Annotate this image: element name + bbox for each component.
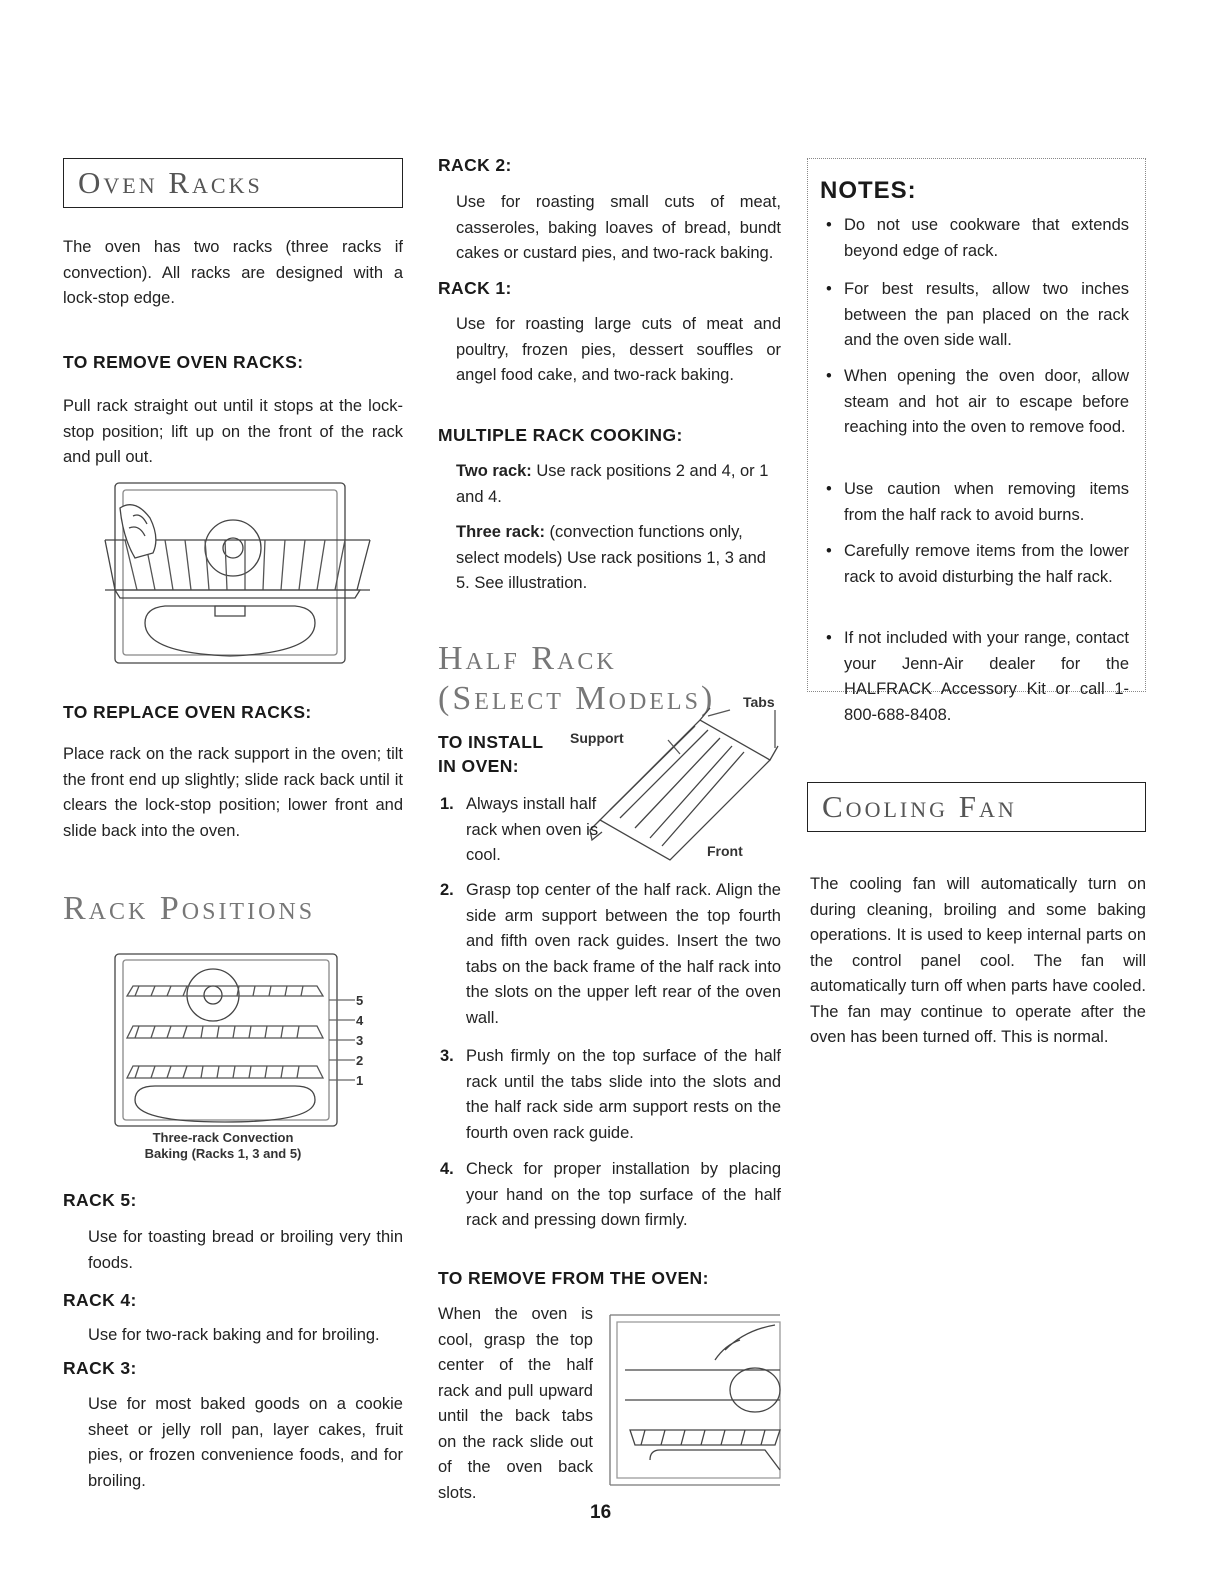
note-bullet-4: • — [826, 480, 832, 498]
step-2-number: 2. — [440, 881, 454, 899]
rack-number-1: 1 — [356, 1073, 364, 1088]
tabs-label: Tabs — [743, 694, 775, 710]
note-bullet-3: • — [826, 367, 832, 385]
rack-positions-illustration — [105, 950, 370, 1130]
two-rack-instructions: Use rack positions 2 and 4, or 1 and 4. — [456, 462, 769, 506]
step-4-number: 4. — [440, 1160, 454, 1178]
rack-number-2: 2 — [356, 1053, 364, 1068]
step-3-text: Push firmly on the top surface of the half rack until the tabs slide into the slots and the half rack side arm support rests on the fourth oven rack guide. — [466, 1047, 781, 1142]
rack5-text: Use for toasting bread or broiling very thin foods. — [88, 1228, 403, 1272]
step-4-text: Check for proper installation by placing your hand on the top surface of the half rack and pressing down firmly. — [466, 1160, 781, 1229]
step-1-text: Always install half rack when oven is cool. — [466, 795, 599, 864]
rack3-text: Use for most baked goods on a cookie sheet or jelly roll pan, layer cakes, fruit pies, or frozen convenience foods, and for broiling. — [88, 1395, 403, 1490]
note-item-2: For best results, allow two inches between the pan placed on the rack and the oven side wall. — [844, 280, 1129, 349]
three-rack-text — [456, 520, 781, 597]
rack-removal-illustration — [105, 478, 370, 668]
two-rack-text — [456, 459, 781, 510]
oven-racks-intro: The oven has two racks (three racks if convection). All racks are designed with a lock-stop edge. — [63, 238, 403, 307]
rack-diagram-caption-2: Baking (Racks 1, 3 and 5) — [144, 1146, 302, 1161]
rack2-heading: RACK 2: — [438, 155, 512, 175]
half-rack-illustration — [580, 690, 790, 865]
rack-diagram-caption-1: Three-rack Convection — [152, 1130, 294, 1145]
rack1-heading: RACK 1: — [438, 278, 512, 298]
notes-heading: NOTES: — [820, 177, 917, 204]
replace-racks-text: Place rack on the rack support in the oven; tilt the front end up slightly; slide rack back until it clears the lock-stop position; lower front and slide back into the oven. — [63, 745, 403, 840]
rack2-text: Use for roasting small cuts of meat, casseroles, baking loaves of bread, bundt cakes or custard pies, and two-rack baking. — [456, 193, 781, 262]
half-rack-removal-illustration — [605, 1310, 780, 1490]
note-bullet-6: • — [826, 629, 832, 647]
note-item-5: Carefully remove items from the lower rack to avoid disturbing the half rack. — [844, 542, 1129, 586]
two-rack-label: Two rack: — [456, 462, 532, 480]
remove-racks-heading: TO REMOVE OVEN RACKS: — [63, 352, 304, 372]
rack1-text: Use for roasting large cuts of meat and poultry, frozen pies, dessert souffles or angel food cake, and two-rack baking. — [456, 315, 781, 384]
step-2-text: Grasp top center of the half rack. Align the side arm support between the top fourth and fifth oven rack guides. Insert the two tabs on the back frame of the half rack into the slots on the upper left rear of the oven wall. — [466, 881, 781, 1027]
rack4-heading: RACK 4: — [63, 1290, 137, 1310]
front-label: Front — [707, 843, 743, 859]
remove-from-oven-text: When the oven is cool, grasp the top center of the half rack and pull upward until the back tabs on the rack slide out of the oven back slots. — [438, 1305, 593, 1502]
rack-number-3: 3 — [356, 1033, 364, 1048]
note-bullet-1: • — [826, 216, 832, 234]
cooling-fan-heading: Cooling Fan — [807, 782, 1146, 832]
rack-positions-heading: Rack Positions — [63, 890, 316, 927]
replace-racks-heading: TO REPLACE OVEN RACKS: — [63, 702, 312, 722]
page-number: 16 — [590, 1502, 612, 1523]
remove-racks-text: Pull rack straight out until it stops at the lock-stop position; lift up on the front of the rack and pull out. — [63, 397, 403, 466]
half-rack-heading: Half Rack — [438, 640, 617, 677]
step-1-number: 1. — [440, 795, 454, 813]
three-rack-instructions: (convection functions only, select models) Use rack positions 1, 3 and 5. See illustration. — [456, 523, 766, 592]
half-rack-subtitle: (Select Models) — [438, 680, 716, 717]
note-item-6: If not included with your range, contact your Jenn-Air dealer for the HALFRACK Accessory Kit or call 1-800-688-8408. — [844, 629, 1129, 724]
note-bullet-2: • — [826, 280, 832, 298]
multiple-rack-heading: MULTIPLE RACK COOKING: — [438, 425, 683, 445]
rack3-heading: RACK 3: — [63, 1358, 137, 1378]
oven-racks-heading: Oven Racks — [63, 158, 403, 208]
remove-from-oven-heading: TO REMOVE FROM THE OVEN: — [438, 1268, 709, 1288]
support-label: Support — [570, 730, 624, 746]
note-item-4: Use caution when removing items from the half rack to avoid burns. — [844, 480, 1129, 524]
notes-box — [807, 158, 1146, 724]
cooling-fan-text: The cooling fan will automatically turn on during cleaning, broiling and some baking operations. It is used to keep internal parts on the control panel cool. The fan will automatically turn off when parts have cooled. The fan may continue to operate after the oven has been turned off. This is normal. — [810, 875, 1146, 1046]
rack5-heading: RACK 5: — [63, 1190, 137, 1210]
install-heading-line2: IN OVEN: — [438, 756, 519, 776]
note-bullet-5: • — [826, 542, 832, 560]
rack-number-5: 5 — [356, 993, 364, 1008]
rack4-text: Use for two-rack baking and for broiling. — [88, 1326, 380, 1344]
note-item-1: Do not use cookware that extends beyond edge of rack. — [844, 216, 1129, 260]
three-rack-label: Three rack: — [456, 523, 545, 541]
rack-number-4: 4 — [356, 1013, 364, 1028]
install-heading-line1: TO INSTALL — [438, 732, 544, 752]
step-3-number: 3. — [440, 1047, 454, 1065]
note-item-3: When opening the oven door, allow steam and hot air to escape before reaching into the oven to remove food. — [844, 367, 1129, 436]
